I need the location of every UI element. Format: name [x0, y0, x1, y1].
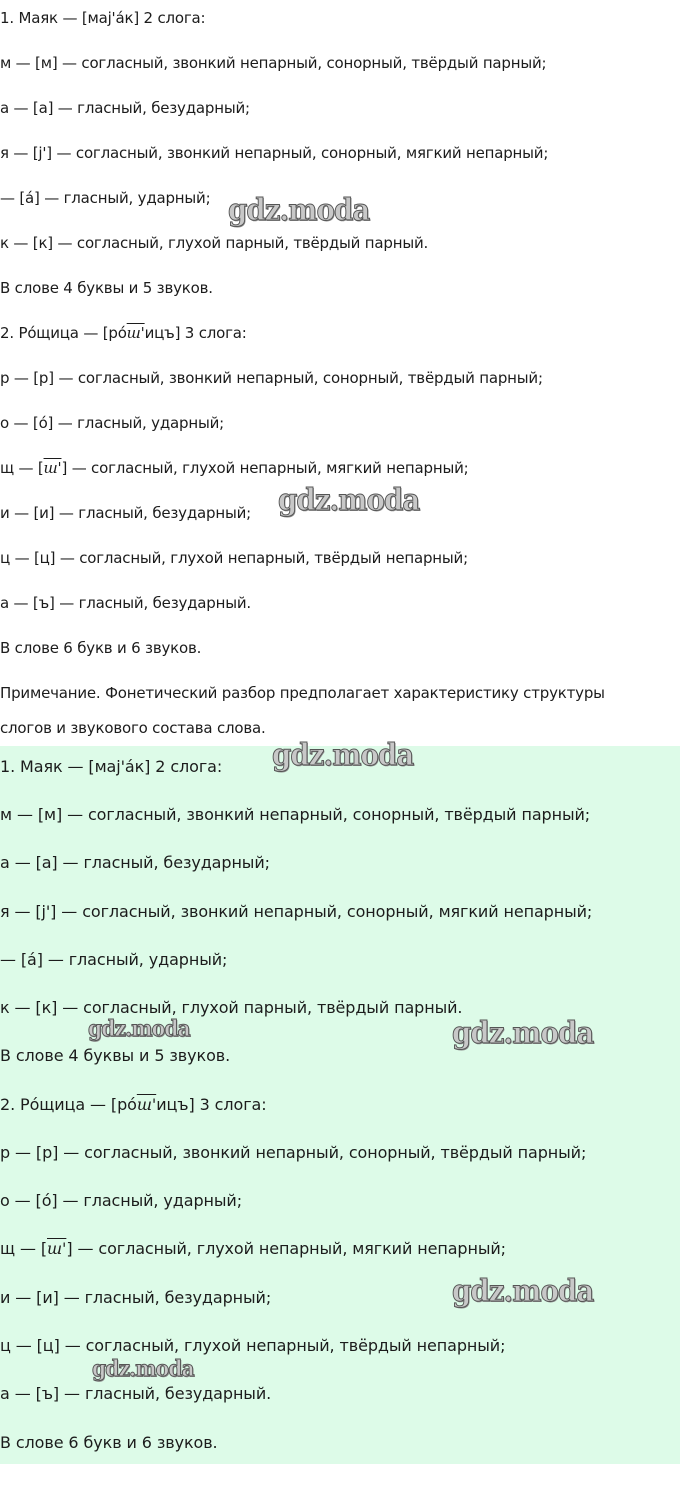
line-stressed-a: — [á] — гласный, ударный; — [0, 950, 228, 969]
watermark-logo: gdz.moda — [228, 193, 370, 228]
line-shch: щ — [ш'] — согласный, глухой непарный, мягкий непарный; — [0, 459, 469, 477]
watermark-logo: gdz.moda — [452, 1016, 594, 1051]
shch-sound: ш' — [47, 1239, 67, 1258]
line-o: о — [ó] — гласный, ударный; — [0, 414, 224, 432]
line-note-cont: слогов и звукового состава слова. — [0, 719, 266, 737]
line-summary-roshcha: В слове 6 букв и 6 звуков. — [0, 1433, 218, 1452]
line-ts: ц — [ц] — согласный, глухой непарный, твёрдый непарный; — [0, 549, 468, 567]
line-o: о — [ó] — гласный, ударный; — [0, 1191, 242, 1210]
line-hard-sign: а — [ъ] — гласный, безударный. — [0, 594, 251, 612]
line-k: к — [к] — согласный, глухой парный, твёрдый парный. — [0, 998, 463, 1017]
line-mayak-title: 1. Маяк — [маj'áк] 2 слога: — [0, 9, 206, 27]
line-mayak-title: 1. Маяк — [маj'áк] 2 слога: — [0, 757, 223, 776]
line-m: м — [м] — согласный, звонкий непарный, сонорный, твёрдый парный; — [0, 805, 591, 824]
line-i: и — [и] — гласный, безударный; — [0, 504, 251, 522]
line-ya: я — [j'] — согласный, звонкий непарный, сонорный, мягкий непарный; — [0, 902, 593, 921]
shch-sound: ш' — [136, 1095, 157, 1114]
watermark-logo: gdz.moda — [272, 738, 414, 773]
line-ts: ц — [ц] — согласный, глухой непарный, твёрдый непарный; — [0, 1336, 506, 1355]
watermark-logo: gdz.moda — [278, 483, 420, 518]
line-k: к — [к] — согласный, глухой парный, твёрдый парный. — [0, 234, 429, 252]
line-a: а — [а] — гласный, безударный; — [0, 853, 270, 872]
answer-section-2 — [0, 738, 680, 1464]
line-ya: я — [j'] — согласный, звонкий непарный, сонорный, мягкий непарный; — [0, 144, 549, 162]
line-summary-mayak: В слове 4 буквы и 5 звуков. — [0, 1046, 231, 1065]
line-a: а — [а] — гласный, безударный; — [0, 99, 250, 117]
line-stressed-a: — [á] — гласный, ударный; — [0, 189, 211, 207]
line-summary-mayak: В слове 4 буквы и 5 звуков. — [0, 279, 213, 297]
line-note: Примечание. Фонетический разбор предполагает характеристику структуры — [0, 684, 605, 702]
line-hard-sign: а — [ъ] — гласный, безударный. — [0, 1384, 272, 1403]
watermark-logo: gdz.moda — [452, 1274, 594, 1309]
line-r: р — [р] — согласный, звонкий непарный, сонорный, твёрдый парный; — [0, 1143, 587, 1162]
shch-sound: ш' — [126, 324, 145, 342]
line-m: м — [м] — согласный, звонкий непарный, сонорный, твёрдый парный; — [0, 54, 547, 72]
watermark-logo: gdz.moda — [88, 1016, 190, 1042]
line-roshcha-title: 2. Рóщица — [рóш'ицъ] 3 слога: — [0, 1095, 267, 1114]
shch-sound: ш' — [43, 459, 62, 477]
watermark-logo: gdz.moda — [92, 1356, 194, 1382]
line-r: р — [р] — согласный, звонкий непарный, сонорный, твёрдый парный; — [0, 369, 543, 387]
line-summary-roshcha: В слове 6 букв и 6 звуков. — [0, 639, 202, 657]
line-shch: щ — [ш'] — согласный, глухой непарный, мягкий непарный; — [0, 1239, 506, 1258]
line-roshcha-title: 2. Рóщица — [рóш'ицъ] 3 слога: — [0, 324, 247, 342]
line-i: и — [и] — гласный, безударный; — [0, 1288, 272, 1307]
